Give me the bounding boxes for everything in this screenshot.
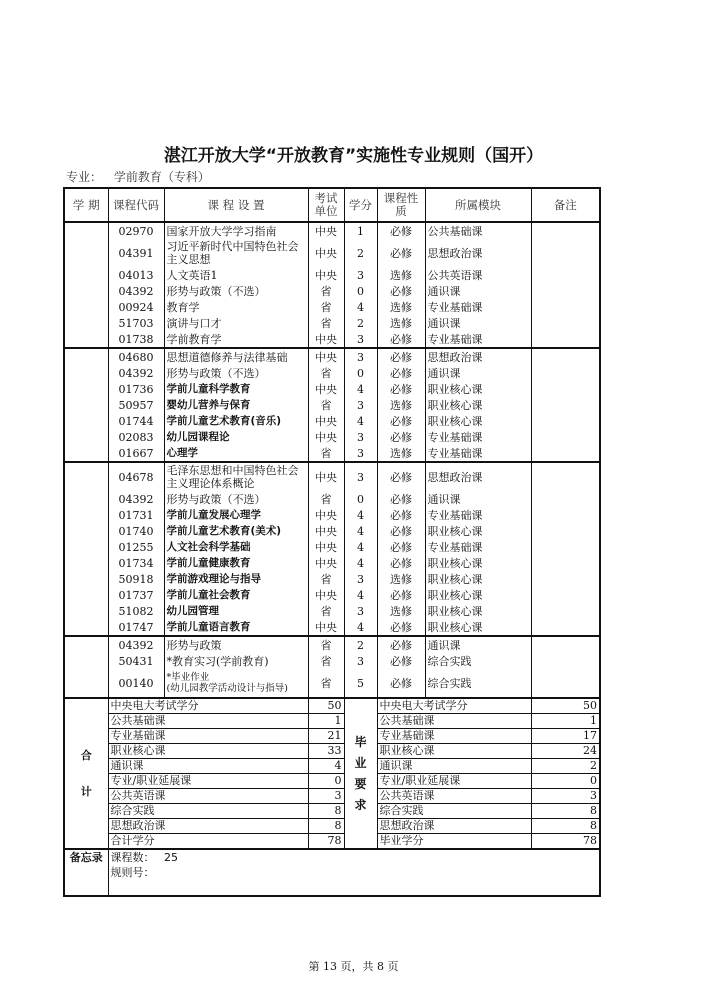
- remark-cell: [531, 462, 600, 636]
- module: 综合实践: [425, 653, 531, 669]
- course-code: 01738: [108, 331, 164, 348]
- course-row: [64, 267, 600, 283]
- course-name: 形势与政策（不选）: [164, 283, 308, 299]
- header-module: 所属模块: [425, 188, 531, 222]
- requirement-item-value: 3: [531, 789, 600, 804]
- course-count-label: 课程数：: [110, 851, 155, 864]
- course-code: 04013: [108, 267, 164, 283]
- module: 职业核心课: [425, 397, 531, 413]
- totals-row: [64, 729, 600, 744]
- exam-unit: 省: [308, 299, 344, 315]
- course-code: 01737: [108, 587, 164, 603]
- total-item-label: 专业/职业延展课: [108, 774, 308, 789]
- exam-unit: 中央: [308, 222, 344, 239]
- total-item-value: 0: [308, 774, 344, 789]
- requirement-item-value: 8: [531, 819, 600, 834]
- course-code: 04392: [108, 365, 164, 381]
- course-name: 教育学: [164, 299, 308, 315]
- course-name: 心理学: [164, 445, 308, 462]
- total-item-label: 公共基础课: [108, 714, 308, 729]
- course-code: 02970: [108, 222, 164, 239]
- course-code: 04678: [108, 462, 164, 491]
- requirement-item-label: 通识课: [377, 759, 531, 774]
- term-cell: [64, 348, 108, 462]
- total-item-label: 专业基础课: [108, 729, 308, 744]
- module: 职业核心课: [425, 381, 531, 397]
- exam-unit: 中央: [308, 619, 344, 636]
- credit: 3: [344, 571, 377, 587]
- course-code: 50918: [108, 571, 164, 587]
- term-cell: [64, 462, 108, 636]
- course-type: 必修: [377, 539, 425, 555]
- exam-unit: 中央: [308, 381, 344, 397]
- course-code: 01255: [108, 539, 164, 555]
- module: 通识课: [425, 365, 531, 381]
- term-cell: [64, 222, 108, 348]
- course-type: 必修: [377, 462, 425, 491]
- module: 职业核心课: [425, 587, 531, 603]
- course-code: 00924: [108, 299, 164, 315]
- requirement-item-label: 专业/职业延展课: [377, 774, 531, 789]
- course-code: 01667: [108, 445, 164, 462]
- total-item-label: 思想政治课: [108, 819, 308, 834]
- course-code: 00140: [108, 669, 164, 698]
- total-item-value: 4: [308, 759, 344, 774]
- course-name: 毛泽东思想和中国特色社会主义理论体系概论: [164, 462, 308, 491]
- notes-row: [64, 849, 600, 896]
- course-row: [64, 222, 600, 239]
- program-rules-table: [63, 187, 601, 897]
- course-row: [64, 445, 600, 462]
- exam-unit: 中央: [308, 413, 344, 429]
- module: 专业基础课: [425, 539, 531, 555]
- credit: 0: [344, 491, 377, 507]
- module: 专业基础课: [425, 507, 531, 523]
- credit: 5: [344, 669, 377, 698]
- course-name: 学前儿童科学教育: [164, 381, 308, 397]
- module: 职业核心课: [425, 571, 531, 587]
- exam-unit: 省: [308, 315, 344, 331]
- course-type: 必修: [377, 283, 425, 299]
- requirement-item-value: 0: [531, 774, 600, 789]
- remark-cell: [531, 348, 600, 462]
- course-type: 选修: [377, 397, 425, 413]
- requirement-item-label: 思想政治课: [377, 819, 531, 834]
- course-name: 人文社会科学基础: [164, 539, 308, 555]
- credit: 4: [344, 619, 377, 636]
- page-footer: 第 13 页，共 8 页: [308, 960, 399, 973]
- course-name: 学前儿童语言教育: [164, 619, 308, 636]
- course-type: 必修: [377, 636, 425, 653]
- totals-row: [64, 759, 600, 774]
- credit: 3: [344, 603, 377, 619]
- course-code: 01740: [108, 523, 164, 539]
- module: 公共基础课: [425, 222, 531, 239]
- course-type: 必修: [377, 491, 425, 507]
- header-credit: 学分: [344, 188, 377, 222]
- course-name: 学前儿童发展心理学: [164, 507, 308, 523]
- rule-no-label: 规则号：: [110, 866, 155, 879]
- requirement-item-value: 24: [531, 744, 600, 759]
- module: 专业基础课: [425, 299, 531, 315]
- header-term: 学 期: [64, 188, 108, 222]
- module: 思想政治课: [425, 462, 531, 491]
- course-row: [64, 636, 600, 653]
- credit: 1: [344, 222, 377, 239]
- credit: 4: [344, 523, 377, 539]
- course-row: [64, 348, 600, 365]
- exam-unit: 中央: [308, 523, 344, 539]
- course-type: 选修: [377, 445, 425, 462]
- major-line: [66, 168, 218, 185]
- credit: 3: [344, 445, 377, 462]
- course-type: 必修: [377, 507, 425, 523]
- credit: 2: [344, 315, 377, 331]
- requirement-item-value: 50: [531, 698, 600, 714]
- totals-row: [64, 698, 600, 714]
- course-code: 04680: [108, 348, 164, 365]
- module: 职业核心课: [425, 413, 531, 429]
- course-row: [64, 669, 600, 698]
- exam-unit: 中央: [308, 555, 344, 571]
- course-type: 必修: [377, 669, 425, 698]
- requirement-item-value: 8: [531, 804, 600, 819]
- credit: 3: [344, 348, 377, 365]
- module: 职业核心课: [425, 523, 531, 539]
- header-code: 课程代码: [108, 188, 164, 222]
- exam-unit: 中央: [308, 331, 344, 348]
- exam-unit: 省: [308, 669, 344, 698]
- requirement-item-value: 78: [531, 834, 600, 850]
- notes-content: [108, 849, 600, 896]
- course-name: 婴幼儿营养与保育: [164, 397, 308, 413]
- totals-row: [64, 804, 600, 819]
- course-code: 01734: [108, 555, 164, 571]
- exam-unit: 中央: [308, 462, 344, 491]
- course-row: [64, 239, 600, 267]
- module: 专业基础课: [425, 331, 531, 348]
- total-item-label: 通识课: [108, 759, 308, 774]
- course-type: 选修: [377, 571, 425, 587]
- exam-unit: 中央: [308, 267, 344, 283]
- course-type: 必修: [377, 619, 425, 636]
- exam-unit: 中央: [308, 239, 344, 267]
- exam-unit: 省: [308, 491, 344, 507]
- credit: 0: [344, 283, 377, 299]
- requirement-item-label: 职业核心课: [377, 744, 531, 759]
- course-name: 学前儿童健康教育: [164, 555, 308, 571]
- exam-unit: 省: [308, 365, 344, 381]
- module: 职业核心课: [425, 619, 531, 636]
- course-name: 形势与政策（不选）: [164, 491, 308, 507]
- exam-unit: 省: [308, 653, 344, 669]
- total-item-value: 8: [308, 819, 344, 834]
- remark-cell: [531, 636, 600, 698]
- course-name: *教育实习(学前教育): [164, 653, 308, 669]
- course-type: 选修: [377, 267, 425, 283]
- requirement-item-label: 中央电大考试学分: [377, 698, 531, 714]
- course-row: [64, 365, 600, 381]
- requirement-item-value: 2: [531, 759, 600, 774]
- module: 通识课: [425, 315, 531, 331]
- credit: 4: [344, 587, 377, 603]
- course-name: 演讲与口才: [164, 315, 308, 331]
- credit: 2: [344, 239, 377, 267]
- page-title: 湛江开放大学“开放教育”实施性专业规则（国开）: [163, 146, 544, 166]
- course-code: 04392: [108, 283, 164, 299]
- total-item-value: 1: [308, 714, 344, 729]
- module: 职业核心课: [425, 555, 531, 571]
- module: 综合实践: [425, 669, 531, 698]
- course-type: 必修: [377, 365, 425, 381]
- header-course: 课 程 设 置: [164, 188, 308, 222]
- course-code: 51703: [108, 315, 164, 331]
- total-item-label: 中央电大考试学分: [108, 698, 308, 714]
- course-name: 学前教育学: [164, 331, 308, 348]
- credit: 0: [344, 365, 377, 381]
- course-code: 04392: [108, 636, 164, 653]
- totals-row: [64, 714, 600, 729]
- exam-unit: 中央: [308, 539, 344, 555]
- course-code: 50957: [108, 397, 164, 413]
- course-code: 04391: [108, 239, 164, 267]
- course-row: [64, 653, 600, 669]
- graduation-requirement-label: 毕业要求: [344, 698, 377, 849]
- course-type: 必修: [377, 222, 425, 239]
- exam-unit: 省: [308, 636, 344, 653]
- credit: 4: [344, 413, 377, 429]
- course-name: 学前儿童艺术教育(美术): [164, 523, 308, 539]
- requirement-item-value: 1: [531, 714, 600, 729]
- exam-unit: 省: [308, 603, 344, 619]
- credit: 3: [344, 267, 377, 283]
- course-type: 必修: [377, 239, 425, 267]
- total-item-label: 公共英语课: [108, 789, 308, 804]
- requirement-item-label: 公共基础课: [377, 714, 531, 729]
- course-type: 选修: [377, 299, 425, 315]
- credit: 3: [344, 429, 377, 445]
- exam-unit: 省: [308, 445, 344, 462]
- requirement-item-label: 公共英语课: [377, 789, 531, 804]
- credit: 4: [344, 539, 377, 555]
- totals-label: 合计: [64, 698, 108, 849]
- total-item-value: 50: [308, 698, 344, 714]
- course-row: [64, 299, 600, 315]
- course-row: [64, 523, 600, 539]
- course-row: [64, 555, 600, 571]
- course-code: 50431: [108, 653, 164, 669]
- requirement-item-label: 毕业学分: [377, 834, 531, 850]
- course-type: 必修: [377, 348, 425, 365]
- exam-unit: 中央: [308, 587, 344, 603]
- course-type: 必修: [377, 331, 425, 348]
- course-type: 必修: [377, 413, 425, 429]
- course-name: *毕业作业 (幼儿园教学活动设计与指导): [164, 669, 308, 698]
- credit: 4: [344, 507, 377, 523]
- course-type: 必修: [377, 381, 425, 397]
- course-code: 04392: [108, 491, 164, 507]
- course-name: 学前儿童艺术教育(音乐): [164, 413, 308, 429]
- module: 专业基础课: [425, 429, 531, 445]
- totals-row: [64, 834, 600, 850]
- requirement-item-label: 综合实践: [377, 804, 531, 819]
- course-count: 25: [164, 851, 178, 864]
- course-row: [64, 571, 600, 587]
- total-item-value: 21: [308, 729, 344, 744]
- course-name: 学前儿童社会教育: [164, 587, 308, 603]
- credit: 4: [344, 299, 377, 315]
- course-row: [64, 619, 600, 636]
- course-name: 学前游戏理论与指导: [164, 571, 308, 587]
- total-item-label: 综合实践: [108, 804, 308, 819]
- major-label: 专业：: [66, 170, 103, 184]
- course-name: 形势与政策（不选）: [164, 365, 308, 381]
- course-name: 幼儿园课程论: [164, 429, 308, 445]
- credit: 2: [344, 636, 377, 653]
- exam-unit: 省: [308, 397, 344, 413]
- course-code: 01731: [108, 507, 164, 523]
- course-row: [64, 491, 600, 507]
- notes-label: 备忘录: [64, 849, 108, 896]
- course-row: [64, 507, 600, 523]
- total-item-value: 8: [308, 804, 344, 819]
- course-row: [64, 539, 600, 555]
- exam-unit: 中央: [308, 348, 344, 365]
- total-item-value: 78: [308, 834, 344, 850]
- course-row: [64, 283, 600, 299]
- header-row: [64, 188, 600, 222]
- requirement-item-value: 17: [531, 729, 600, 744]
- course-code: 01744: [108, 413, 164, 429]
- course-type: 必修: [377, 555, 425, 571]
- remark-cell: [531, 222, 600, 348]
- term-cell: [64, 636, 108, 698]
- total-item-label: 职业核心课: [108, 744, 308, 759]
- course-code: 02083: [108, 429, 164, 445]
- course-row: [64, 331, 600, 348]
- course-row: [64, 381, 600, 397]
- credit: 3: [344, 397, 377, 413]
- course-row: [64, 315, 600, 331]
- module: 专业基础课: [425, 445, 531, 462]
- course-type: 必修: [377, 653, 425, 669]
- course-code: 01747: [108, 619, 164, 636]
- header-type: 课程性质: [377, 188, 425, 222]
- module: 思想政治课: [425, 348, 531, 365]
- course-type: 选修: [377, 603, 425, 619]
- course-code: 01736: [108, 381, 164, 397]
- total-item-label: 合计学分: [108, 834, 308, 850]
- credit: 3: [344, 462, 377, 491]
- total-item-value: 33: [308, 744, 344, 759]
- course-name: 形势与政策: [164, 636, 308, 653]
- header-remark: 备注: [531, 188, 600, 222]
- header-exam-unit: 考试单位: [308, 188, 344, 222]
- course-row: [64, 603, 600, 619]
- course-name: 幼儿园管理: [164, 603, 308, 619]
- credit: 4: [344, 555, 377, 571]
- totals-row: [64, 744, 600, 759]
- exam-unit: 中央: [308, 429, 344, 445]
- totals-row: [64, 819, 600, 834]
- exam-unit: 中央: [308, 507, 344, 523]
- exam-unit: 省: [308, 571, 344, 587]
- module: 公共英语课: [425, 267, 531, 283]
- course-type: 选修: [377, 315, 425, 331]
- course-code: 51082: [108, 603, 164, 619]
- course-name: 人文英语1: [164, 267, 308, 283]
- credit: 3: [344, 331, 377, 348]
- major-value: 学前教育（专科）: [113, 170, 210, 184]
- module: 通识课: [425, 636, 531, 653]
- course-type: 必修: [377, 429, 425, 445]
- course-type: 必修: [377, 523, 425, 539]
- module: 职业核心课: [425, 603, 531, 619]
- module: 思想政治课: [425, 239, 531, 267]
- course-row: [64, 397, 600, 413]
- credit: 4: [344, 381, 377, 397]
- course-row: [64, 462, 600, 491]
- exam-unit: 省: [308, 283, 344, 299]
- total-item-value: 3: [308, 789, 344, 804]
- course-row: [64, 429, 600, 445]
- course-row: [64, 413, 600, 429]
- totals-row: [64, 774, 600, 789]
- credit: 3: [344, 653, 377, 669]
- course-type: 必修: [377, 587, 425, 603]
- module: 通识课: [425, 491, 531, 507]
- course-name: 思想道德修养与法律基础: [164, 348, 308, 365]
- totals-row: [64, 789, 600, 804]
- course-name: 国家开放大学学习指南: [164, 222, 308, 239]
- course-name: 习近平新时代中国特色社会主义思想: [164, 239, 308, 267]
- module: 通识课: [425, 283, 531, 299]
- course-row: [64, 587, 600, 603]
- requirement-item-label: 专业基础课: [377, 729, 531, 744]
